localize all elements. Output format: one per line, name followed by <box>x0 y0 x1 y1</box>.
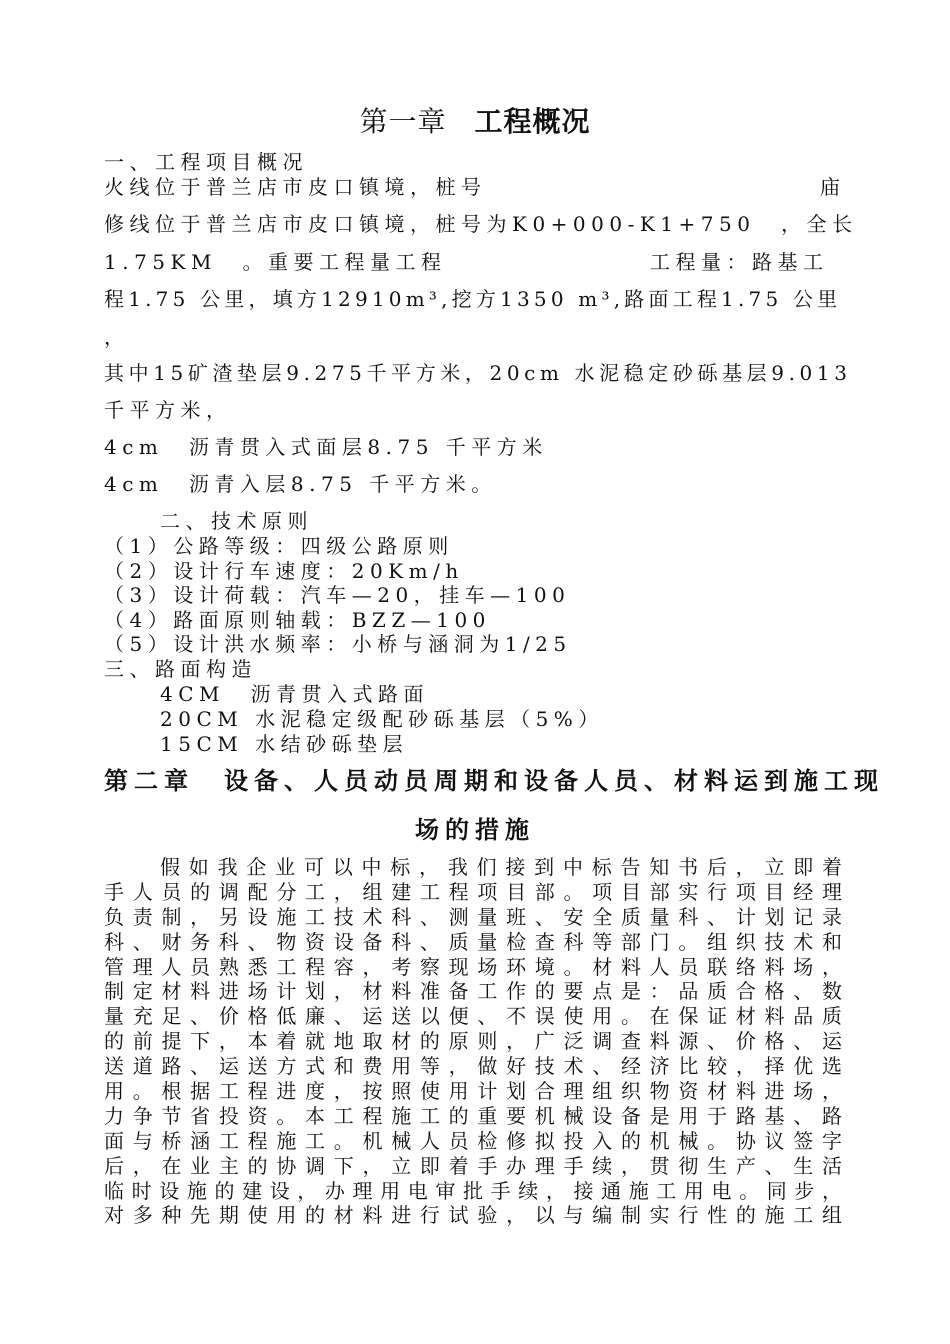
overview-line: 千平方米， <box>104 398 232 422</box>
tech-line: （4）路面原则轴载：BZZ—100 <box>104 608 491 632</box>
section1-heading: 一、工程项目概况 <box>104 150 308 174</box>
overview-line: 1.75KM 。重要工程量工程 <box>104 250 447 274</box>
tech-line: （2）设计行车速度：20Km/h <box>104 559 464 583</box>
chapter2-heading-line1: 第二章 设备、人员动员周期和设备人员、材料运到施工现 <box>104 766 884 795</box>
body-paragraph <box>104 855 844 1228</box>
chapter2-heading-line2: 场的措施 <box>415 815 535 844</box>
section2-heading: 二、技术原则 <box>160 509 313 533</box>
paragraph-line: 送道路、运送方式和费用等，做好技术、经济比较，择优选 <box>104 1054 844 1079</box>
tech-line: （5）设计洪水频率：小桥与涵洞为1/25 <box>104 632 572 656</box>
overview-line-right: 庙 <box>820 175 846 199</box>
paragraph-line: 科、财务科、物资设备科、质量检查科等部门。组织技术和 <box>104 929 844 954</box>
overview-line: 其中15矿渣垫层9.275千平方米，20cm 水泥稳定砂砾基层9.013 <box>104 361 852 385</box>
tech-line: （1）公路等级：四级公路原则 <box>104 534 454 558</box>
paragraph-line: 用。根据工程进度，按照使用计划合理组织物资材料进场， <box>104 1079 844 1104</box>
chapter1-number: 第一章 <box>359 105 447 138</box>
paragraph-line: 负责制，另设施工技术科、测量班、安全质量科、计划记录 <box>104 904 844 929</box>
structure-line: 20CM 水泥稳定级配砂砾基层（5%） <box>160 707 604 731</box>
overview-line-right: 工程量：路基工 <box>650 250 829 274</box>
overview-line: 程1.75 公里，填方12910m³,挖方1350 m³,路面工程1.75 公里 <box>104 287 842 311</box>
paragraph-line: 假如我企业可以中标，我们接到中标告知书后，立即着 <box>160 855 844 879</box>
paragraph-line: 对多种先期使用的材料进行试验，以与编制实行性的施工组 <box>104 1203 844 1228</box>
paragraph-line: 管理人员熟悉工程容，考察现场环境。材料人员联络料场， <box>104 954 844 979</box>
paragraph-line: 后，在业主的协调下，立即着手办理手续，贯彻生产、生活 <box>104 1153 844 1178</box>
chapter1-title: 工程概况 <box>474 105 591 138</box>
tech-line: （3）设计荷载：汽车—20，挂车—100 <box>104 583 571 607</box>
paragraph-line: 手人员的调配分工，组建工程项目部。项目部实行项目经理 <box>104 879 844 904</box>
chapter1-heading <box>0 104 950 140</box>
paragraph-line: 的前提下，本着就地取材的原则，广泛调查料源、价格、运 <box>104 1029 844 1054</box>
overview-line: 火线位于普兰店市皮口镇境，桩号 <box>104 175 487 199</box>
paragraph-line: 力争节省投资。本工程施工的重要机械设备是用于路基、路 <box>104 1103 844 1128</box>
section3-heading: 三、路面构造 <box>104 657 257 681</box>
paragraph-line: 临时设施的建设，办理用电审批手续，接通施工用电。同步， <box>104 1178 844 1203</box>
structure-line: 4CM 沥青贯入式路面 <box>160 682 430 706</box>
overview-line: 4cm 沥青贯入式面层8.75 千平方米 <box>104 435 548 459</box>
paragraph-line: 量充足、价格低廉、运送以便、不误使用。在保证材料品质 <box>104 1004 844 1029</box>
overview-line: ， <box>104 325 130 349</box>
paragraph-line: 制定材料进场计划，材料准备工作的要点是：品质合格、数 <box>104 979 844 1004</box>
overview-line: 修线位于普兰店市皮口镇境，桩号为K0+000-K1+750 ，全长 <box>104 212 858 236</box>
overview-line: 4cm 沥青入层8.75 千平方米。 <box>104 472 497 496</box>
paragraph-line: 面与桥涵工程施工。机械人员检修拟投入的机械。协议签字 <box>104 1128 844 1153</box>
structure-line: 15CM 水结砂砾垫层 <box>160 732 409 756</box>
